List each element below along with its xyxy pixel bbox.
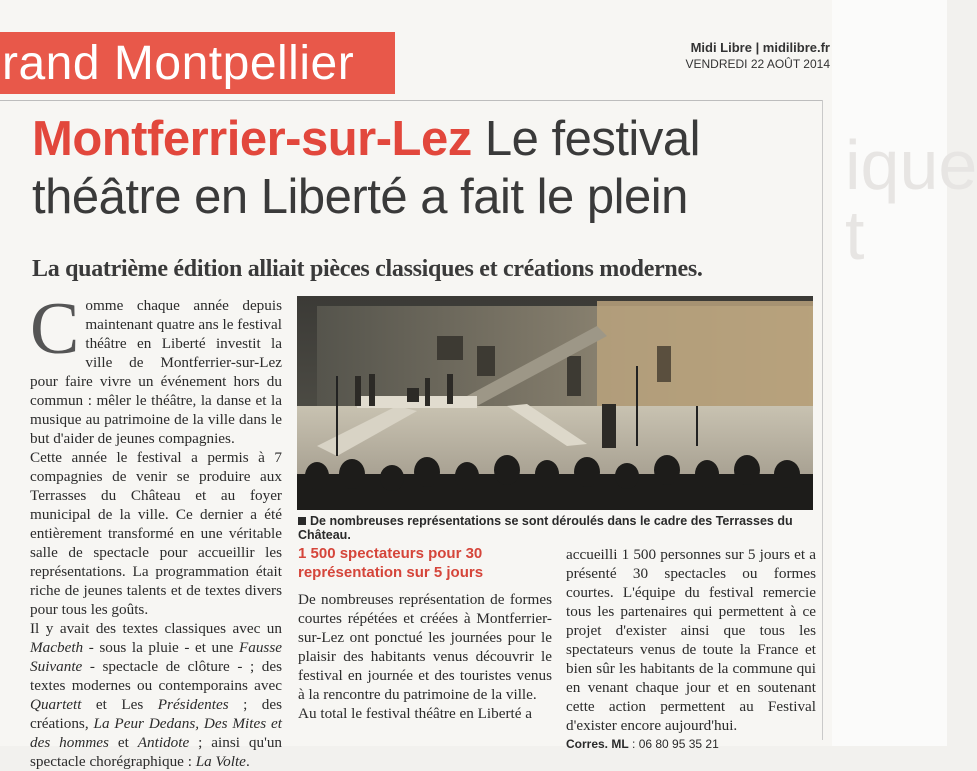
publication-brand: Midi Libre | midilibre.fr xyxy=(690,40,830,55)
publication-info xyxy=(685,40,830,71)
headline-place: Montferrier-sur-Lez xyxy=(32,112,472,166)
caption-text: De nombreuses représentations se sont déroulés dans le cadre des Terrasses du Château. xyxy=(298,514,793,542)
correspondent-phone: : 06 80 95 35 21 xyxy=(628,737,719,751)
correspondent-credit xyxy=(566,735,816,754)
crosshead: 1 500 spectateurs pour 30 représentation sur 5 jours xyxy=(298,545,484,581)
article-column-1 xyxy=(30,288,283,771)
headline xyxy=(32,110,822,226)
article-photo xyxy=(297,296,813,510)
paragraph: Au total le festival théâtre en Liberté a xyxy=(298,705,533,722)
adjacent-page xyxy=(832,0,947,746)
headline-line2: théâtre en Liberté a fait le plein xyxy=(32,170,688,224)
publication-date: VENDREDI 22 AOÛT 2014 xyxy=(685,57,830,71)
theatre-photo-image xyxy=(297,296,813,510)
adjacent-page-text: ique t xyxy=(845,126,977,274)
photo-caption xyxy=(298,514,812,542)
paragraph: De nombreuses représentation de formes courtes répétées et créées à Montferrier-sur-Lez ont ponctué les journées pour le plaisir des habitants venus découvrir le festival en journée et des touristes venus à la rencontre du patrimoine de la ville. xyxy=(298,591,552,703)
drop-cap: C xyxy=(30,288,80,370)
paragraph: omme chaque année depuis maintenant quatre ans le festival théâtre en Liberté investit la ville de Montferrier-sur-Lez pour faire vivre un événement hors du commun : mêler le théâtre, la danse et la musique au patrimoine de la ville dans le but d'aider de jeunes compagnies. xyxy=(30,297,282,447)
headline-line1: Le festival xyxy=(471,112,700,166)
correspondent-label: Corres. ML xyxy=(566,737,629,751)
article-column-3 xyxy=(566,545,816,754)
paragraph: Il y avait des textes classiques avec un Macbeth - sous la pluie - et une Fausse Suivante - spectacle de clôture - ; des textes modernes ou contemporains avec Quartett et Les Présidentes ; des créations, La Peur Dedans, Des Mites et des hommes et Antidote ; ainsi qu'un spectacle chorégraphique : La Volte. xyxy=(30,620,283,770)
subheadline: La quatrième édition alliait pièces classiques et créations modernes. xyxy=(32,256,703,282)
article-column-2 xyxy=(298,590,552,723)
section-banner xyxy=(0,32,395,94)
section-label: rand Montpellier xyxy=(2,37,355,90)
header-rule xyxy=(0,100,822,101)
paragraph: accueilli 1 500 personnes sur 5 jours et a présenté 30 spectacles ou formes courtes. L'équipe du festival remercie tous les partenaires qui permettent à ce projet d'exister ainsi que tous les spectateurs venus de toute la France et bien sûr les habitants de la commune qui en venant chaque jour et en soutenant cette action permettent au Festival d'exister encore aujourd'hui. xyxy=(566,546,816,734)
column-rule xyxy=(822,100,823,740)
caption-bullet xyxy=(298,517,306,525)
paragraph: Cette année le festival a permis à 7 compagnies de venir se produire aux Terrasses du Château et au foyer municipal de la ville. Ce dernier a été entièrement transformé en une véritable salle de spectacle pour accueillir les représentations. La programmation était riche de jeunes talents et de textes divers pour tous les goûts. xyxy=(30,449,282,618)
